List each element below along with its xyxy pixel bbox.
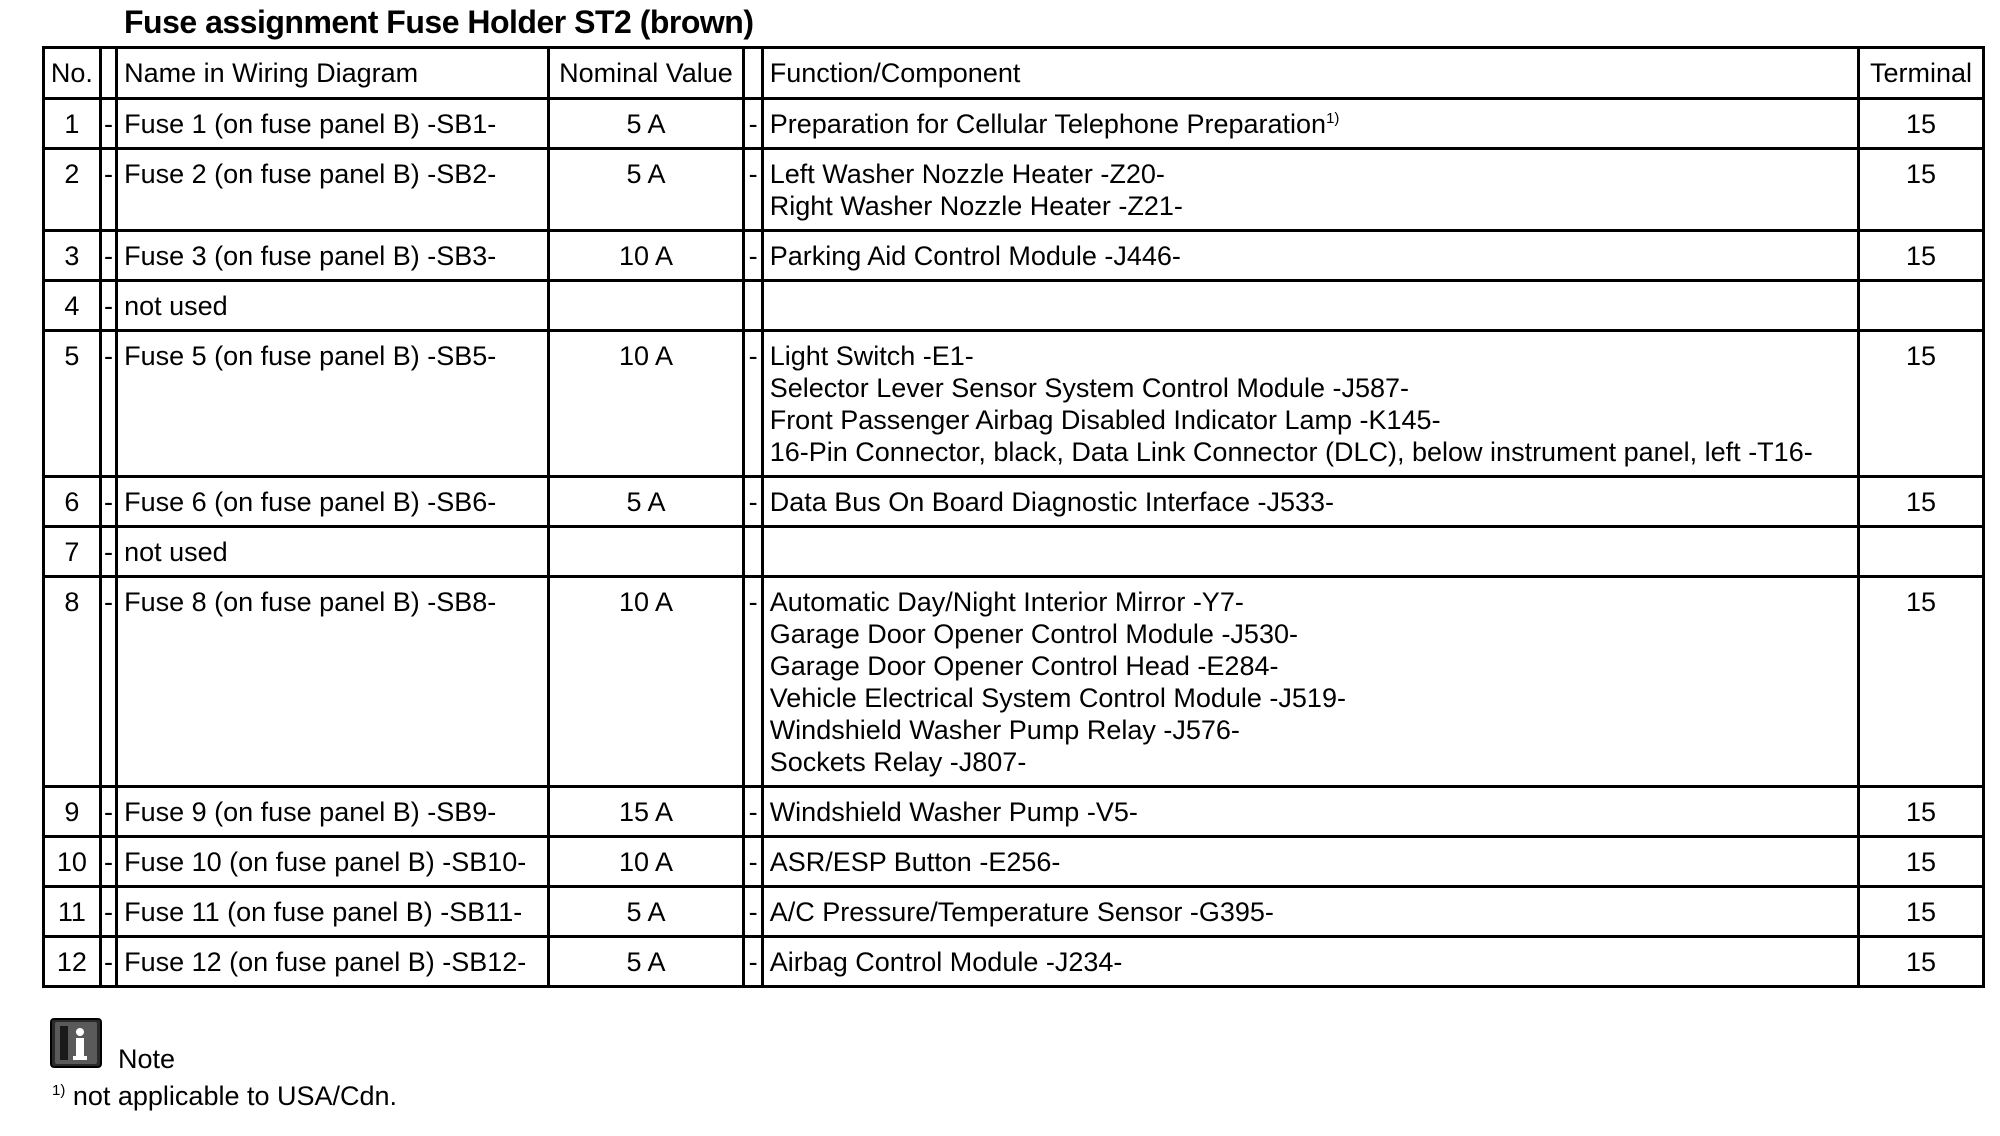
cell-name-text: not used (124, 537, 228, 567)
function-line-text: ASR/ESP Button -E256- (769, 847, 1061, 877)
table-row (44, 887, 1984, 937)
function-line-text: Light Switch -E1- (769, 341, 974, 371)
footnote-marker: 1) (52, 1082, 66, 1099)
function-line-text: Right Washer Nozzle Heater -Z21- (769, 191, 1183, 221)
cell-terminal: 15 (1859, 149, 1984, 231)
cell-no: 2 (44, 149, 101, 231)
cell-nominal-value: 15 A (548, 787, 744, 837)
function-line (764, 846, 1857, 878)
cell-terminal: 15 (1859, 887, 1984, 937)
function-line-text: Selector Lever Sensor System Control Module -J587- (769, 373, 1409, 403)
cell-function (762, 887, 1858, 937)
function-line-text: Parking Aid Control Module -J446- (769, 241, 1181, 271)
function-line-text: A/C Pressure/Temperature Sensor -G395- (769, 897, 1274, 927)
cell-dash (744, 281, 762, 331)
cell-nominal-value: 5 A (548, 477, 744, 527)
cell-function (762, 281, 1858, 331)
cell-function (762, 787, 1858, 837)
cell-name (117, 281, 548, 331)
function-line (764, 158, 1857, 190)
function-line-text: Windshield Washer Pump Relay -J576- (769, 715, 1240, 745)
cell-function (762, 937, 1858, 987)
footnote-text: not applicable to USA/Cdn. (65, 1081, 398, 1111)
cell-name (117, 577, 548, 787)
function-line-text: Data Bus On Board Diagnostic Interface -J533- (769, 487, 1334, 517)
cell-no: 9 (44, 787, 101, 837)
function-line-text: Sockets Relay -J807- (769, 747, 1027, 777)
cell-dash: - (100, 149, 116, 231)
header-function (762, 48, 1858, 99)
cell-nominal-value (548, 527, 744, 577)
function-line (764, 190, 1857, 222)
cell-nominal-value: 5 A (548, 937, 744, 987)
cell-dash: - (100, 527, 116, 577)
function-line (764, 372, 1857, 404)
function-line-text: Automatic Day/Night Interior Mirror -Y7- (769, 587, 1244, 617)
cell-function (762, 99, 1858, 149)
function-line (764, 796, 1857, 828)
header-name (117, 48, 548, 99)
cell-dash: - (744, 231, 762, 281)
cell-no: 5 (44, 331, 101, 477)
page-title: Fuse assignment Fuse Holder ST2 (brown) (124, 4, 754, 40)
cell-function (762, 231, 1858, 281)
header-terminal: Terminal (1859, 48, 1984, 99)
cell-dash: - (100, 331, 116, 477)
cell-terminal: 15 (1859, 99, 1984, 149)
cell-no: 12 (44, 937, 101, 987)
function-line-text: Left Washer Nozzle Heater -Z20- (769, 159, 1165, 189)
function-line-text: Vehicle Electrical System Control Module -J519- (769, 683, 1346, 713)
cell-dash: - (100, 787, 116, 837)
function-line (764, 404, 1857, 436)
info-book-icon (50, 1018, 102, 1068)
header-function-label: Function/Component (769, 58, 1021, 88)
function-line (764, 290, 1857, 322)
cell-nominal-value: 5 A (548, 149, 744, 231)
cell-name-text: Fuse 6 (on fuse panel B) -SB6- (124, 487, 497, 517)
cell-dash: - (744, 477, 762, 527)
cell-terminal (1859, 281, 1984, 331)
function-line (764, 946, 1857, 978)
cell-name-text: Fuse 9 (on fuse panel B) -SB9- (124, 797, 497, 827)
cell-name (117, 837, 548, 887)
function-line (764, 486, 1857, 518)
cell-dash: - (744, 149, 762, 231)
cell-nominal-value (548, 281, 744, 331)
cell-terminal: 15 (1859, 477, 1984, 527)
function-line (764, 586, 1857, 618)
function-line (764, 536, 1857, 568)
function-line (764, 650, 1857, 682)
table-header-row (44, 48, 1984, 99)
function-line (764, 896, 1857, 928)
footnote (52, 1081, 397, 1112)
table-row (44, 281, 1984, 331)
cell-dash: - (100, 837, 116, 887)
cell-no: 6 (44, 477, 101, 527)
function-line (764, 714, 1857, 746)
cell-terminal: 15 (1859, 787, 1984, 837)
note-label: Note (118, 1044, 176, 1074)
cell-terminal: 15 (1859, 837, 1984, 887)
function-line-text: Garage Door Opener Control Head -E284- (769, 651, 1279, 681)
cell-dash: - (744, 787, 762, 837)
table-row (44, 149, 1984, 231)
function-line (764, 436, 1857, 468)
cell-nominal-value: 10 A (548, 231, 744, 281)
cell-no: 1 (44, 99, 101, 149)
cell-nominal-value: 5 A (548, 99, 744, 149)
cell-no: 7 (44, 527, 101, 577)
cell-name-text: Fuse 2 (on fuse panel B) -SB2- (124, 159, 497, 189)
function-line (764, 618, 1857, 650)
cell-name (117, 477, 548, 527)
header-name-label: Name in Wiring Diagram (124, 58, 419, 88)
cell-name-text: not used (124, 291, 228, 321)
cell-no: 4 (44, 281, 101, 331)
function-line-text: Garage Door Opener Control Module -J530- (769, 619, 1298, 649)
cell-nominal-value: 5 A (548, 887, 744, 937)
table-row (44, 787, 1984, 837)
cell-name-text: Fuse 10 (on fuse panel B) -SB10- (124, 847, 527, 877)
cell-function (762, 527, 1858, 577)
cell-dash: - (744, 99, 762, 149)
table-row (44, 577, 1984, 787)
cell-terminal: 15 (1859, 937, 1984, 987)
cell-name-text: Fuse 8 (on fuse panel B) -SB8- (124, 587, 497, 617)
function-line-text: Airbag Control Module -J234- (769, 947, 1123, 977)
function-line (764, 240, 1857, 272)
cell-no: 3 (44, 231, 101, 281)
cell-name-text: Fuse 3 (on fuse panel B) -SB3- (124, 241, 497, 271)
function-line-text: 16-Pin Connector, black, Data Link Connector (DLC), below instrument panel, left -T16- (769, 437, 1813, 467)
fuse-assignment-table (42, 46, 1985, 988)
cell-name-text: Fuse 11 (on fuse panel B) -SB11- (124, 897, 523, 927)
cell-terminal: 15 (1859, 577, 1984, 787)
cell-dash: - (100, 99, 116, 149)
cell-terminal: 15 (1859, 231, 1984, 281)
header-nominal-value: Nominal Value (548, 48, 744, 99)
cell-no: 11 (44, 887, 101, 937)
header-dash-spacer (744, 48, 762, 99)
cell-dash: - (100, 937, 116, 987)
cell-name (117, 937, 548, 987)
function-line-text: Front Passenger Airbag Disabled Indicator Lamp -K145- (769, 405, 1441, 435)
cell-name (117, 527, 548, 577)
cell-dash: - (100, 577, 116, 787)
cell-terminal: 15 (1859, 331, 1984, 477)
cell-name-text: Fuse 1 (on fuse panel B) -SB1- (124, 109, 497, 139)
cell-name (117, 887, 548, 937)
cell-dash: - (100, 281, 116, 331)
cell-dash: - (744, 331, 762, 477)
cell-function (762, 577, 1858, 787)
function-line (764, 340, 1857, 372)
cell-function (762, 477, 1858, 527)
cell-name (117, 99, 548, 149)
header-no: No. (44, 48, 101, 99)
cell-dash: - (744, 577, 762, 787)
cell-name (117, 149, 548, 231)
cell-function (762, 149, 1858, 231)
function-line-text: Windshield Washer Pump -V5- (769, 797, 1138, 827)
table-row (44, 937, 1984, 987)
function-line (764, 746, 1857, 778)
cell-name (117, 331, 548, 477)
cell-dash (744, 527, 762, 577)
cell-name-text: Fuse 5 (on fuse panel B) -SB5- (124, 341, 497, 371)
cell-dash: - (744, 937, 762, 987)
cell-no: 8 (44, 577, 101, 787)
function-line (764, 682, 1857, 714)
cell-nominal-value: 10 A (548, 837, 744, 887)
cell-nominal-value: 10 A (548, 331, 744, 477)
table-row (44, 99, 1984, 149)
cell-name (117, 231, 548, 281)
cell-dash: - (100, 477, 116, 527)
table-row (44, 477, 1984, 527)
table-row (44, 837, 1984, 887)
table-row (44, 331, 1984, 477)
table-row (44, 231, 1984, 281)
cell-dash: - (100, 231, 116, 281)
table-row (44, 527, 1984, 577)
cell-dash: - (744, 887, 762, 937)
footnote-ref: 1) (1326, 110, 1340, 127)
cell-dash: - (100, 887, 116, 937)
cell-function (762, 837, 1858, 887)
cell-dash: - (744, 837, 762, 887)
cell-function (762, 331, 1858, 477)
cell-nominal-value: 10 A (548, 577, 744, 787)
cell-name-text: Fuse 12 (on fuse panel B) -SB12- (124, 947, 527, 977)
cell-name (117, 787, 548, 837)
function-line-text: Preparation for Cellular Telephone Preparation (769, 109, 1327, 139)
function-line (764, 108, 1857, 140)
header-dash-spacer (100, 48, 116, 99)
cell-terminal (1859, 527, 1984, 577)
cell-no: 10 (44, 837, 101, 887)
